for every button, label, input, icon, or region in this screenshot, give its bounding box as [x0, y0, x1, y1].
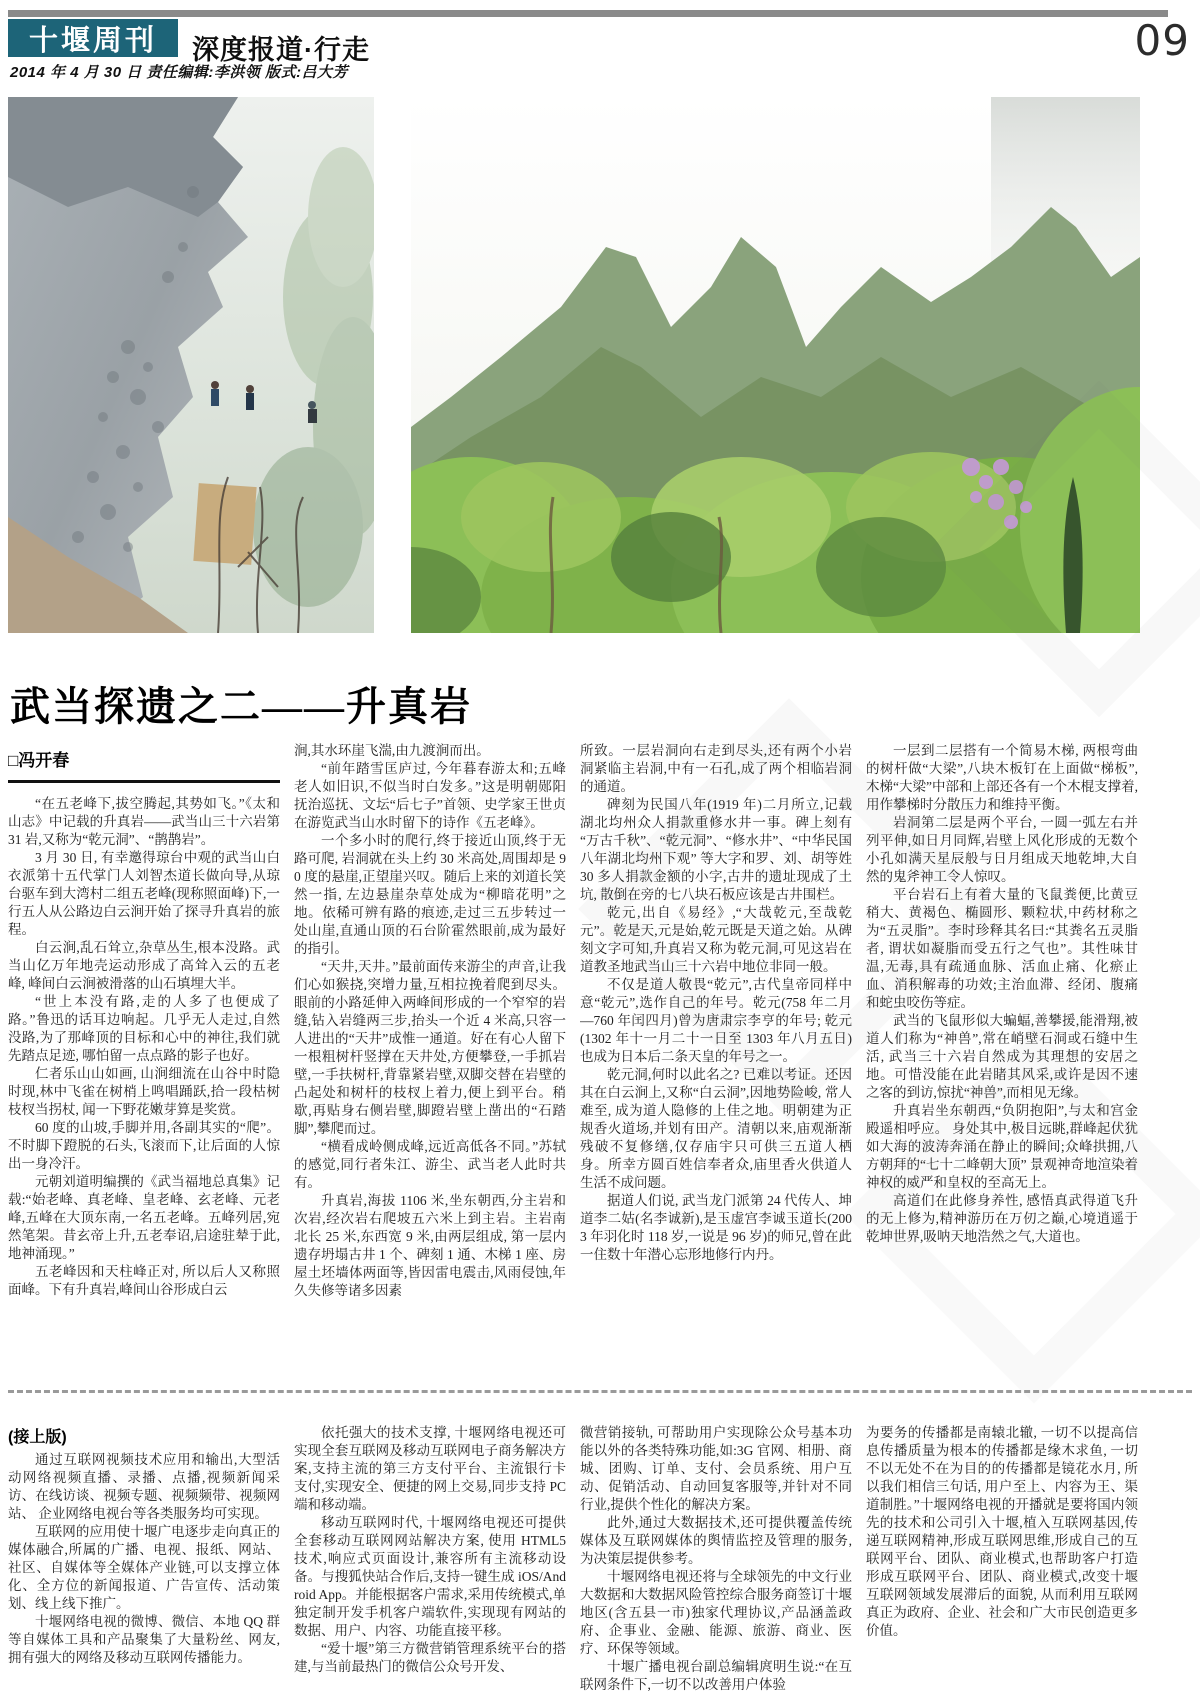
cliff-photo: [8, 97, 374, 633]
article-column-2: [294, 742, 566, 1358]
paragraph: 为要务的传播都是南辕北辙, 一切不以提高信息传播质量为根本的传播都是缘木求鱼, 一切不以无处不在为目的的传播都是镜花水月, 所以我们相信三句话, 用户至上、内容为王、渠道制胜。”十堰网络电视的开播就是要将国内领先的技术和公司引入十堰,植入互联网基因,传递互联网精神,形成互联网思维,形成自己的互联网平台、团队、商业模式,也帮助客户打造形成互联网平台、团队、商业模式,改变十堰互联网领域发展滞后的面貌, 从而利用互联网真正为政府、企业、社会和广大市民创造更多价值。: [866, 1425, 1138, 1638]
paragraph: 平台岩石上有着大量的飞鼠粪便,比黄豆稍大、黄褐色、椭圆形、颗粒状,中药材称之为“五灵脂”。李时珍释其名曰:“其粪名五灵脂者, 谓状如凝脂而受五行之气也”。其性味甘温,无毒,具有疏通血脉、活血止痛、化瘀止血、消积解毒的功效;主治血滞、经闭、腹痛和蛇虫咬伤等症。: [866, 887, 1138, 1010]
paragraph: 仁者乐山山如画, 山涧细流在山谷中时隐时现,林中飞雀在树梢上鸣唱踊跃,拾一段枯树枝杈当拐杖, 闻一下野花嫩芽算是奖赏。: [8, 1066, 280, 1117]
dateline: 2014 年 4 月 30 日 责任编辑:李洪领 版式:吕大芳: [10, 64, 349, 81]
article-column-3: [580, 742, 852, 1358]
paragraph: 依托强大的技术支撑, 十堰网络电视还可实现全套互联网及移动互联网电子商务解决方案,支持主流的第三方支付平台、主流银行卡支付,实现安全、便捷的网上交易,同步支持 PC 端和移动端。: [294, 1425, 566, 1512]
header-rule: [8, 10, 1168, 17]
article-body: [8, 742, 1138, 1358]
paragraph: 碑刻为民国八年(1919 年)二月所立,记载湖北均州众人捐款重修水井一事。碑上刻有 “万古千秋”、“乾元洞”、“修水井”、“中华民国八年湖北均州下观” 等大字和罗、刘、胡等姓 30 多人捐款金额的小字,古井的遗址现成了土坑, 散倒在旁的七八块石板应该是古井围栏。: [580, 797, 852, 902]
paragraph: 升真岩,海拔 1106 米,坐东朝西,分主岩和次岩,经次岩右爬坡五六米上到主岩。主岩南北长 25 米,东西宽 9 米,由两层组成, 第一层内遗存坍塌古井 1 个、碑刻 1 通、木梯 1 座、房屋土坯墙体两面等,皆因雷电震击,风雨侵蚀,年久失修等诸多因素: [294, 1193, 566, 1298]
paragraph: 武当的飞鼠形似大蝙蝠,善攀援,能滑翔,被道人们称为“神兽”,常在峭壁石洞或石缝中生活, 武当三十六岩自然成为其理想的安居之地。可惜没能在此岩睹其风采,或许是因不速之客的到访,惊扰“神兽”,而相见无缘。: [866, 1013, 1138, 1100]
paragraph: 五老峰因和天柱峰正对, 所以后人又称照面峰。下有升真岩,峰间山谷形成白云: [8, 1264, 280, 1297]
paragraph: 元朝刘道明编撰的《武当福地总真集》记载:“始老峰、真老峰、皇老峰、玄老峰、元老峰,五峰在大顶东南,一名五老峰。五峰列居,宛然笔架。昔玄帝上升,五老奉诏,启途驻辇于此,地神涌现。”: [8, 1174, 280, 1261]
byline: □冯开春: [8, 742, 280, 783]
mountain-photo-graphic: [411, 97, 1140, 633]
continuation-label: (接上版): [8, 1429, 67, 1446]
paragraph: 乾元洞,何时以此名之? 已难以考证。还因其在白云涧上,又称“白云洞”,因地势险峻, 常人难至, 成为道人隐修的上佳之地。明朝建为正规香火道场,并划有田产。清朝以来,庙观渐渐残破不复修缮,仅存庙宇只可供三五道人栖身。所幸方圆百姓信奉者众,庙里香火供道人生活不成问题。: [580, 1067, 852, 1190]
paragraph: 不仅是道人敬畏“乾元”,古代皇帝同样中意“乾元”,选作自己的年号。乾元(758 年二月—760 年闰四月)曾为唐肃宗李亨的年号; 乾元 (1302 年十一月二十一日至 1303 年八月五日) 也成为日本后二条天皇的年号之一。: [580, 977, 852, 1064]
masthead: [8, 19, 178, 57]
column-text: [8, 1451, 280, 1667]
paragraph: 乾元,出自《易经》,“大哉乾元,至哉乾元”。乾是天,元是始,乾元既是天道之始。从碑刻文字可知,升真岩又称为乾元洞,可见这岩在道教圣地武当山三十六岩中地位非同一般。: [580, 905, 852, 974]
paragraph: “在五老峰下,拔空腾起,其势如飞。”《太和山志》中记载的升真岩——武当山三十六岩第 31 岩,又称为“乾元洞”、“鹊鹊岩”。: [8, 796, 280, 847]
paragraph: 岩洞第二层是两个平台, 一圆一弧左右并列平伸,如日月同辉,岩壁上风化形成的无数个小孔如满天星辰般与日月组成天地乾坤,大自然的鬼斧神工令人惊叹。: [866, 815, 1138, 884]
paragraph: 白云涧,乱石耸立,杂草丛生,根本没路。武当山亿万年地壳运动形成了高耸入云的五老峰, 峰间白云涧被滑落的山石填埋大半。: [8, 940, 280, 991]
paragraph: 据道人们说, 武当龙门派第 24 代传人、坤道李二姑(名李诚新),是玉虚宫李诚玉道长(2003 年羽化时 118 岁,一说是 96 岁)的师兄,曾在此一住数十年潜心忘形地修行内丹。: [580, 1193, 852, 1262]
article-title: 武当探遗之二——升真岩: [10, 683, 472, 729]
cliff-photo-graphic: [8, 97, 374, 633]
paragraph: 十堰广播电视台副总编辑庹明生说:“在互联网条件下,一切不以改善用户体验: [580, 1659, 852, 1692]
paragraph: 60 度的山坡,手脚并用,各副其实的“爬”。不时脚下蹬脱的石头,飞滚而下,让后面的人惊出一身冷汗。: [8, 1120, 280, 1171]
paragraph: 此外,通过大数据技术,还可提供覆盖传统媒体及互联网媒体的舆情监控及管理的服务,为决策层提供参考。: [580, 1515, 852, 1566]
paragraph: “世上本没有路,走的人多了也便成了路。”鲁迅的话耳边响起。几乎无人走过,自然没路,为了那峰顶的目标和心中的神往,我们就先踏点足迹, 哪怕留一点点路的影子也好。: [8, 994, 280, 1063]
paragraph: 3 月 30 日, 有幸邀得琼台中观的武当山白衣派第十五代掌门人刘智杰道长做向导,从琼台驱车到大湾村二组五老峰(现称照面峰)下,一行五人从公路边白云涧开始了探寻升真岩的旅程。: [8, 850, 280, 937]
article-column-1: [8, 742, 280, 1358]
paragraph: 一层到二层搭有一个简易木梯, 两根弯曲的树杆做“大梁”,八块木板钉在上面做“梯板”,木梯“大梁”中部和上部还各有一个木棍支撑着, 用作攀梯时分散压力和维持平衡。: [866, 743, 1138, 812]
paragraph: 微营销接轨, 可帮助用户实现除公众号基本功能以外的各类特殊功能,如:3G 官网、相册、商城、团购、订单、支付、会员系统、用户互动、促销活动、自动回复客服等,并针对不同行业,提供个性化的解决方案。: [580, 1425, 852, 1512]
paragraph: 十堰网络电视还将与全球领先的中文行业大数据和大数据风险管控综合服务商签订十堰地区(含五县一市)独家代理协议,产品涵盖政府、企事业、金融、能源、旅游、商业、医疗、环保等领域。: [580, 1569, 852, 1656]
paragraph: 十堰网络电视的微博、微信、本地 QQ 群等自媒体工具和产品聚集了大量粉丝、网友, 拥有强大的网络及移动互联网传播能力。: [8, 1614, 280, 1665]
paragraph: 所致。一层岩洞向右走到尽头,还有两个小岩洞紧临主岩洞,中有一石孔,成了两个相临岩洞的通道。: [580, 743, 852, 794]
section-divider: [8, 1390, 1192, 1393]
continuation-column-3: [580, 1424, 852, 1703]
page-number: 09: [1134, 16, 1190, 65]
paragraph: 升真岩坐东朝西,“负阴抱阳”,与太和宫金殿遥相呼应。 身处其中,极目远眺,群峰起伏犹如大海的波涛奔涌在静止的瞬间;众峰拱拥,八方朝拜的“七十二峰朝大顶” 景观神奇地渲染着神权的威严和皇权的至高无上。: [866, 1103, 1138, 1190]
section-title: 深度报道·行走: [192, 35, 370, 65]
continuation-column-4: [866, 1424, 1138, 1703]
paragraph: “横看成岭侧成峰,远近高低各不同。”苏轼的感觉,同行者朱江、游尘、武当老人此时共有。: [294, 1139, 566, 1190]
paragraph: 通过互联网视频技术应用和输出,大型活动网络视频直播、录播、点播,视频新闻采访、在线访谈、视频专题、视频频带、视频网站、 企业网络电视台等各类服务均可实现。: [8, 1452, 280, 1521]
continuation-column-2: [294, 1424, 566, 1703]
paragraph: 高道们在此修身养性, 感悟真武得道飞升的无上修为,精神游历在万仞之巅,心境逍遥于乾坤世界,吸呐天地浩然之气,大道也。: [866, 1193, 1138, 1244]
paragraph: “爱十堰”第三方微营销管理系统平台的搭建,与当前最热门的微信公众号开发、: [294, 1641, 566, 1674]
continuation-column-1: [8, 1424, 280, 1703]
continuation-body: [8, 1424, 1138, 1703]
paragraph: 涧,其水环崖飞湍,由九渡涧而出。: [294, 743, 490, 758]
paragraph: 移动互联网时代, 十堰网络电视还可提供全套移动互联网网站解决方案, 使用 HTML5 技术,响应式页面设计,兼容所有主流移动设备。与搜狐快站合作后,支持一键生成 iOS/Android App。并能根据客户需求,采用传统模式,单独定制开发手机客户端软件,实现现有网站的数据、用户、内容、功能直接平移。: [294, 1515, 566, 1638]
paragraph: “前年踏雪匡庐过, 今年暮春游太和;五峰老人如旧识,不似当时白发多。”这是明朝郧阳抚治巡抚、文坛“后七子”首领、史学家王世贞在游览武当山水时留下的诗作《五老峰》。: [294, 761, 566, 830]
paragraph: “天井,天井。”最前面传来游尘的声音,让我们心如猴挠,突增力量,互相拉挽着爬到尽头。眼前的小路延伸入两峰间形成的一个窄窄的岩缝,钻入岩缝两三步,抬头一个近 4 米高,只容一人进出的“天井”成惟一通道。好在有心人留下一根粗树杆竖撑在天井处,方便攀登,一手抓岩壁,一手扶树杆,背靠紧岩壁,双脚交替在岩壁的凸起处和树杆的枝杈上着力,便上到平台。稍歇,再贴身右侧岩壁,脚蹬岩壁上凿出的“石踏脚”,攀爬而过。: [294, 959, 566, 1136]
masthead-title: 十堰周刊: [28, 24, 157, 57]
paragraph: 一个多小时的爬行,终于接近山顶,终于无路可爬, 岩洞就在头上约 30 米高处,周围却是 90 度的悬崖,正望崖兴叹。随后上来的刘道长笑然一指, 左边悬崖杂草处成为“柳暗花明”之地。依稀可辨有路的痕迹,走过三五步转过一处山崖,直通山顶的石台阶霍然眼前,成为最好的指引。: [294, 833, 566, 956]
paragraph: 互联网的应用使十堰广电逐步走向真正的媒体融合,所属的广播、电视、报纸、网站、社区、自媒体等全媒体产业链,可以支撑立体化、全方位的新闻报道、广告宣传、活动策划、线上线下推广。: [8, 1524, 280, 1611]
article-column-4: [866, 742, 1138, 1358]
mountain-photo: [411, 97, 1140, 633]
column-text: [8, 795, 280, 1299]
